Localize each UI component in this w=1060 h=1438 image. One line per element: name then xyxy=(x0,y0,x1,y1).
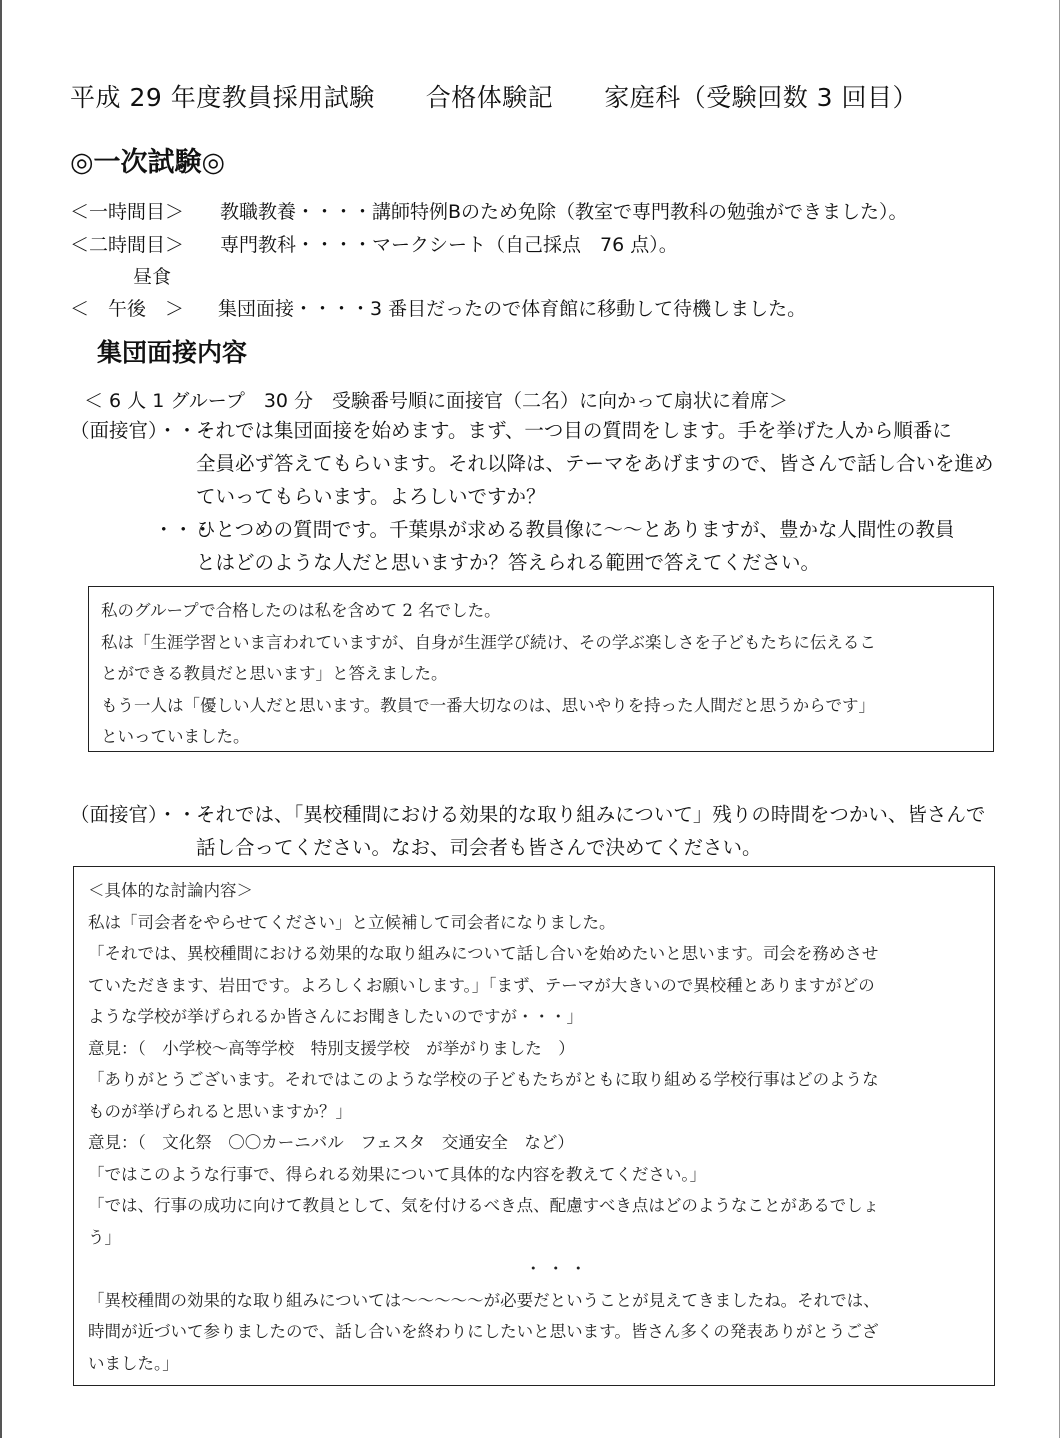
answer-line: 私のグループで合格したのは私を含めて 2 名でした。 xyxy=(101,601,501,620)
ellipsis: ・・・ xyxy=(525,1259,593,1278)
discussion-line: 「では、行事の成功に向けて教員として、気を付けるべき点、配慮すべき点はどのようなことがあるでしょ xyxy=(88,1196,880,1215)
discussion-line: 「異校種間の効果的な取り組みについては～～～～～が必要だということが見えてきましたね。それでは、 xyxy=(88,1290,880,1310)
schedule-row xyxy=(70,197,908,224)
discussion-line: 「ではこのような行事で、得られる効果について具体的な内容を教えてください。」 xyxy=(88,1164,707,1184)
answer-line: もう一人は「優しい人だと思います。教員で一番大切なのは、思いやりを持った人間だと思うからです」 xyxy=(101,695,876,715)
page-left-border xyxy=(0,0,2,1438)
schedule-row xyxy=(133,262,171,289)
continuation-dots: ・・・ xyxy=(154,518,213,541)
subsection-heading: 集団面接内容 xyxy=(97,338,248,367)
discussion-line: ものが挙げられると思いますか？」 xyxy=(88,1101,352,1121)
schedule-text: 専門教科・・・・マークシート（自己採点 76 点）。 xyxy=(220,234,678,256)
interview-format: ＜ 6 人 1 グループ 30 分 受験番号順に面接官（二名）に向かって扇状に着席＞ xyxy=(84,390,789,412)
discussion-heading: ＜具体的な討論内容＞ xyxy=(88,881,253,900)
discussion-line: ような学校が挙げられるか皆さんにお聞きしたいのですが・・・」 xyxy=(88,1007,583,1026)
discussion-line: 意見：（ 小学校～高等学校 特別支援学校 が挙がりました ） xyxy=(88,1038,575,1058)
speaker-label: （面接官）・・・ xyxy=(70,803,217,826)
schedule-row xyxy=(70,230,678,257)
question-line: ていってもらいます。よろしいですか？ xyxy=(196,485,546,508)
question-line: ひとつめの質問です。千葉県が求める教員像に～～とありますが、豊かな人間性の教員 xyxy=(196,518,955,541)
discussion-line: 「ありがとうございます。それではこのような学校の子どもたちがともに取り組める学校行事はどのような xyxy=(88,1070,879,1089)
schedule-row xyxy=(70,294,806,321)
discussion-line: 「それでは、異校種間における効果的な取り組みについて話し合いを始めたいと思います。司会を務めさせ xyxy=(88,944,879,963)
discussion-line: う」 xyxy=(88,1227,121,1247)
schedule-text: 昼食 xyxy=(133,266,172,288)
page-title: 平成 29 年度教員採用試験 合格体験記 家庭科（受験回数 3 回目） xyxy=(70,83,919,112)
discussion-box xyxy=(73,866,995,1386)
discussion-line: ていただきます、岩田です。よろしくお願いします。」「まず、テーマが大きいので異校種とありますがどの xyxy=(88,975,875,995)
discussion-line: 私は「司会者をやらせてください」と立候補して司会者になりました。 xyxy=(88,912,616,932)
discussion-line: 時間が近づいて参りましたので、話し合いを終わりにしたいと思います。皆さん多くの発表ありがとうござ xyxy=(88,1322,879,1341)
answer-box xyxy=(88,586,994,752)
question-line: それでは、「異校種間における効果的な取り組みについて」残りの時間をつかい、皆さんで xyxy=(196,803,986,826)
schedule-slot: ＜一時間目＞ xyxy=(70,201,185,223)
speaker-label: （面接官）・・・ xyxy=(70,419,217,442)
question-line: 全員必ず答えてもらいます。それ以降は、テーマをあげますので、皆さんで話し合いを進め xyxy=(196,452,994,475)
schedule-text: 集団面接・・・・3 番目だったので体育館に移動して待機しました。 xyxy=(218,298,807,320)
schedule-slot: ＜二時間目＞ xyxy=(70,234,185,256)
schedule-slot: ＜ 午後 ＞ xyxy=(70,298,185,320)
discussion-line: 意見：（ 文化祭 〇〇カーニバル フェスタ 交通安全 など） xyxy=(88,1133,574,1152)
schedule-text: 教職教養・・・・講師特例Bのため免除（教室で専門教科の勉強ができました）。 xyxy=(220,201,908,223)
answer-line: とができる教員だと思います」と答えました。 xyxy=(101,664,448,683)
answer-line: といっていました。 xyxy=(101,727,250,746)
question-line: 話し合ってください。なお、司会者も皆さんで決めてください。 xyxy=(196,836,762,859)
answer-line: 私は「生涯学習といま言われていますが、自身が生涯学び続け、その学ぶ楽しさを子どもたちに伝えるこ xyxy=(101,632,876,652)
section-heading: ◎一次試験◎ xyxy=(70,147,226,178)
question-line: それでは集団面接を始めます。まず、一つ目の質問をします。手を挙げた人から順番に xyxy=(196,419,952,442)
question-line: とはどのような人だと思いますか？答えられる範囲で答えてください。 xyxy=(196,551,821,574)
discussion-line: いました。」 xyxy=(88,1353,179,1373)
